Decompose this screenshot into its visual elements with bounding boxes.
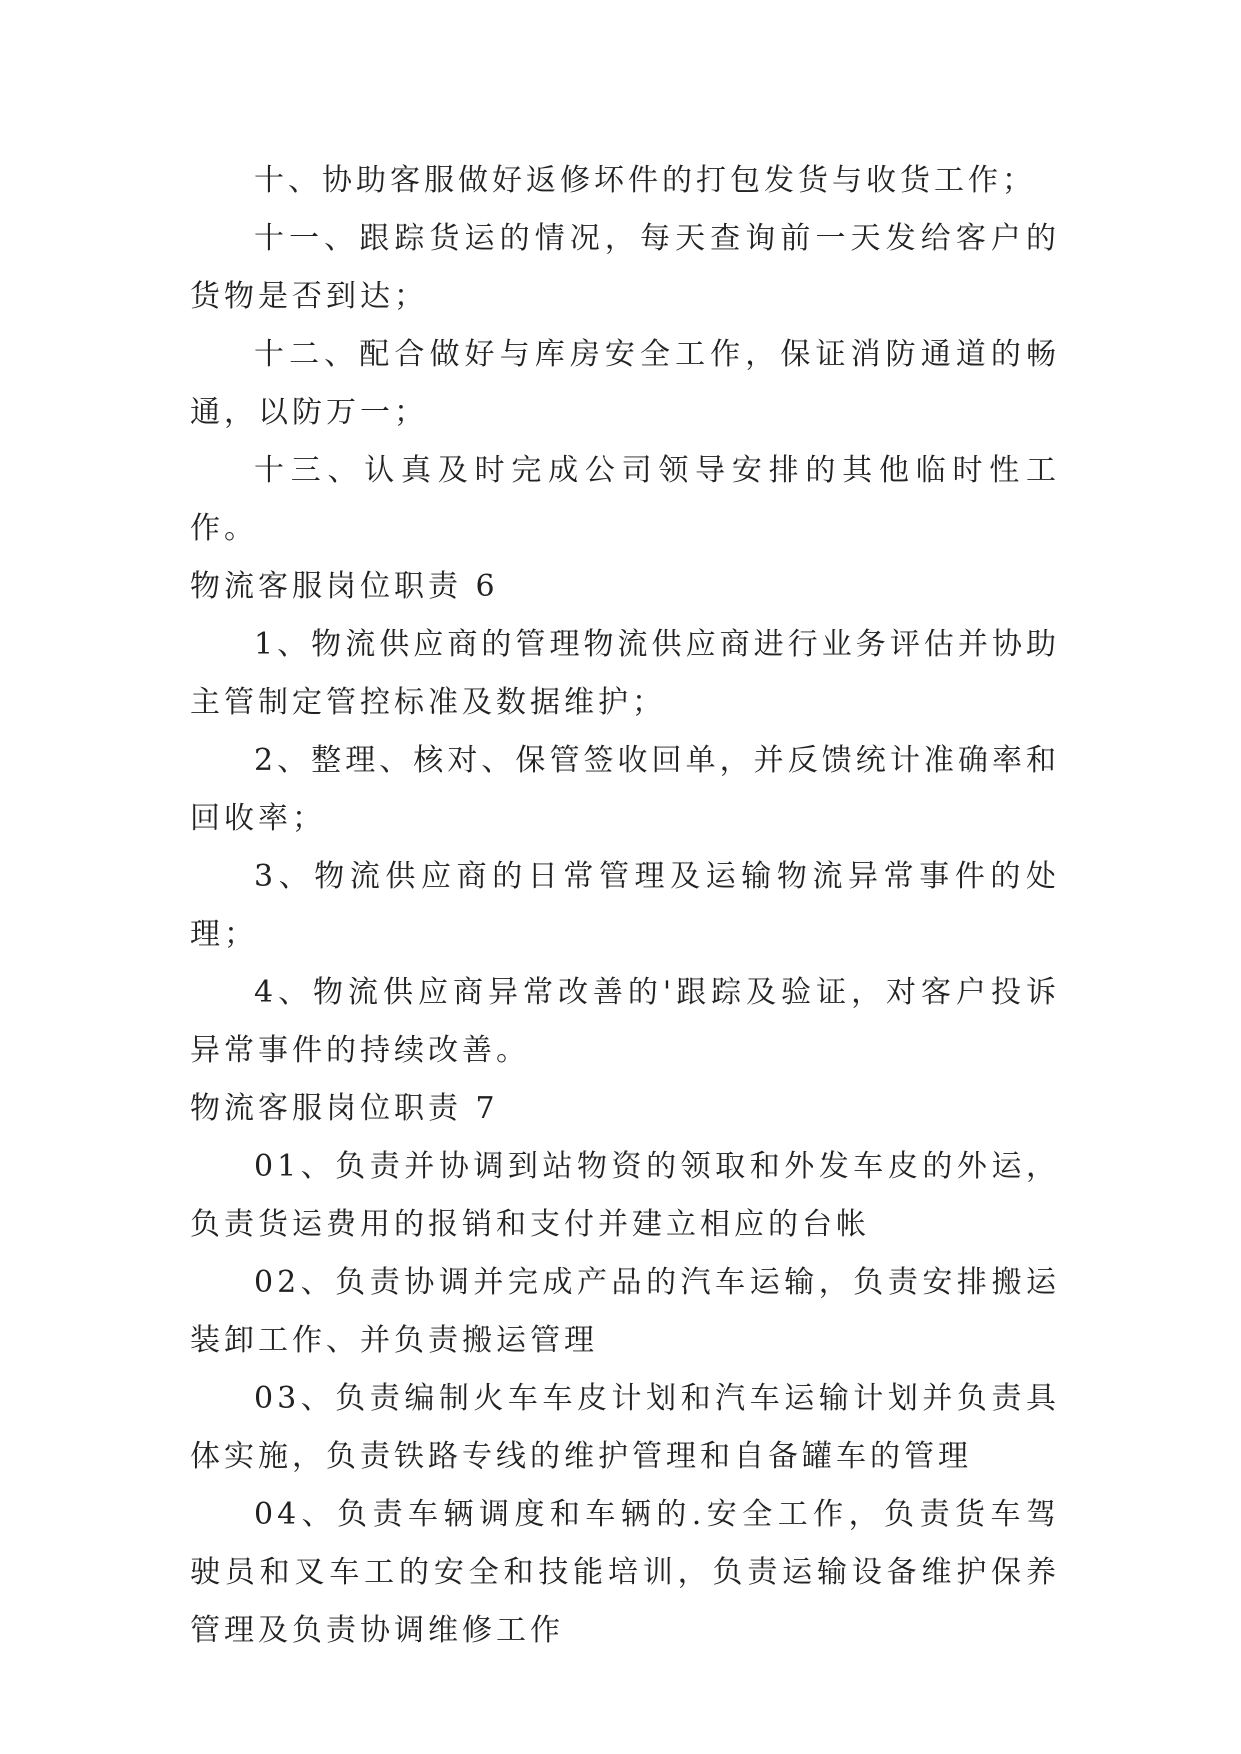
- section-heading: 物流客服岗位职责 6: [190, 569, 499, 604]
- paragraph: 2、整理、核对、保管签收回单，并反馈统计准确率和回收率；: [190, 743, 1060, 836]
- paragraph: 1、物流供应商的管理物流供应商进行业务评估并协助主管制定管控标准及数据维护；: [190, 627, 1060, 720]
- paragraph: 十、协助客服做好返修坏件的打包发货与收货工作；: [254, 163, 1036, 198]
- paragraph: 十一、跟踪货运的情况，每天查询前一天发给客户的货物是否到达；: [190, 221, 1060, 314]
- section-heading: 物流客服岗位职责 7: [190, 1091, 499, 1126]
- paragraph: 十三、认真及时完成公司领导安排的其他临时性工作。: [190, 453, 1060, 546]
- paragraph: 04、负责车辆调度和车辆的.安全工作，负责货车驾驶员和叉车工的安全和技能培训，负责运输设备维护保养管理及负责协调维修工作: [190, 1497, 1060, 1648]
- paragraph: 01、负责并协调到站物资的领取和外发车皮的外运，负责货运费用的报销和支付并建立相应的台帐: [190, 1149, 1060, 1242]
- paragraph: 3、物流供应商的日常管理及运输物流异常事件的处理；: [190, 859, 1060, 952]
- paragraph: 十二、配合做好与库房安全工作，保证消防通道的畅通，以防万一；: [190, 337, 1060, 430]
- paragraph: 03、负责编制火车车皮计划和汽车运输计划并负责具体实施，负责铁路专线的维护管理和自备罐车的管理: [190, 1381, 1060, 1474]
- document-body: [190, 152, 1060, 1660]
- paragraph: 4、物流供应商异常改善的'跟踪及验证，对客户投诉异常事件的持续改善。: [190, 975, 1060, 1068]
- paragraph: 02、负责协调并完成产品的汽车运输，负责安排搬运装卸工作、并负责搬运管理: [190, 1265, 1060, 1358]
